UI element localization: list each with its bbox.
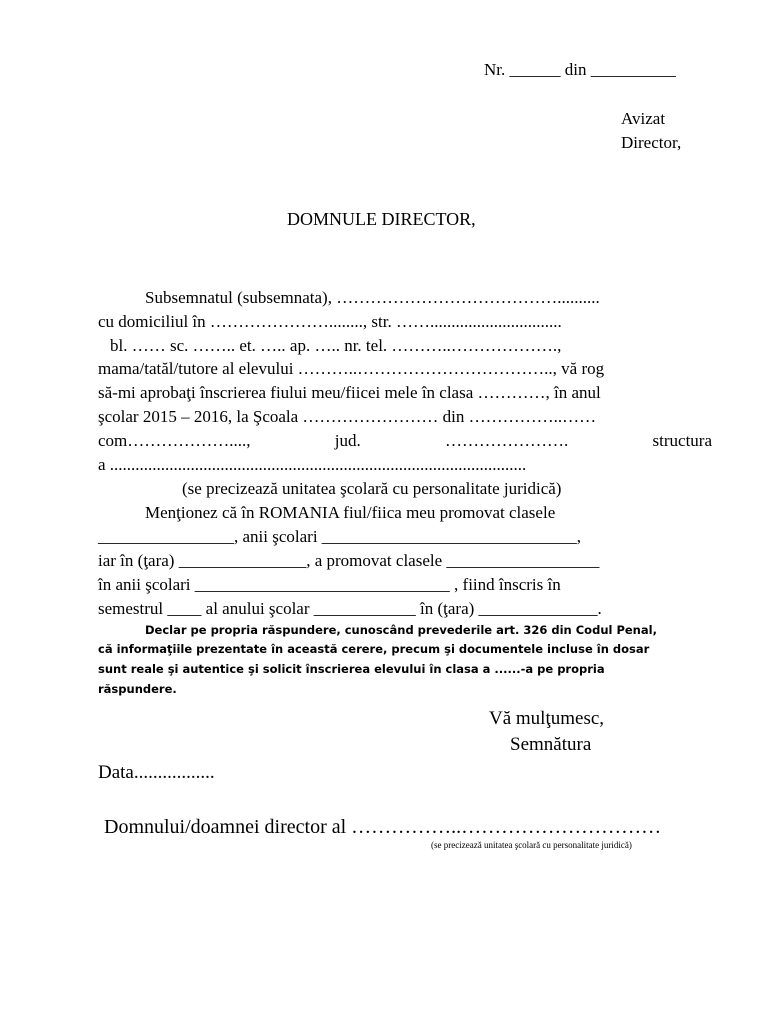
approval-label: Avizat — [621, 109, 666, 128]
body-line-7: com………………...., jud. …………………. structura — [98, 431, 712, 450]
body-line-2: cu domiciliul în …………………........, str. ……............................... — [98, 312, 562, 331]
addressee-note: (se precizează unitatea şcolară cu personalitate juridică) — [431, 840, 632, 850]
body-line-6: şcolar 2015 – 2016, la Şcoala …………………… din ……………..…… — [98, 407, 597, 426]
body-line-8: a .................................................................................................. — [98, 455, 527, 474]
addressee-line: Domnului/doamnei director al ……………..………………………… — [104, 816, 662, 838]
declaration-line-2: că informaţiile prezentate în această cerere, precum şi documentele incluse în dosar — [98, 642, 650, 656]
director-label: Director, — [621, 133, 682, 152]
declaration-line-4: răspundere. — [98, 682, 177, 696]
body-line-12: iar în (ţara) _______________, a promovat clasele __________________ — [98, 551, 600, 570]
registration-number-line: Nr. ______ din __________ — [484, 60, 676, 79]
signature-label: Semnătura — [510, 734, 592, 755]
body-line-3: bl. …… sc. …….. et. ….. ap. ….. nr. tel. ………..………………., — [110, 336, 562, 355]
body-line-5: să-mi aprobaţi înscrierea fiului meu/fiicei mele în clasa …………, în anul — [98, 383, 601, 402]
body-line-11: ________________, anii şcolari ______________________________, — [98, 527, 582, 546]
declaration-line-3: sunt reale şi autentice şi solicit înscrierea elevului în clasa a ......-a pe propria — [98, 662, 605, 676]
body-line-13: în anii şcolari ______________________________ , fiind înscris în — [98, 575, 561, 594]
body-line-4: mama/tatăl/tutore al elevului ………..…………………………….., vă rog — [98, 359, 605, 378]
page-title: DOMNULE DIRECTOR, — [287, 209, 476, 229]
body-line-14: semestrul ____ al anului şcolar ____________ în (ţara) ______________. — [98, 599, 602, 618]
body-line-10: Menţionez că în ROMANIA fiul/fiica meu promovat clasele — [145, 503, 556, 522]
unit-note: (se precizează unitatea şcolară cu personalitate juridică) — [182, 479, 562, 498]
body-line-1: Subsemnatul (subsemnata), ………………………………….......... — [145, 288, 600, 307]
thanks-text: Vă mulţumesc, — [489, 708, 605, 729]
declaration-line-1: Declar pe propria răspundere, cunoscând prevederile art. 326 din Codul Penal, — [145, 623, 657, 637]
date-field: Data................. — [98, 762, 215, 783]
